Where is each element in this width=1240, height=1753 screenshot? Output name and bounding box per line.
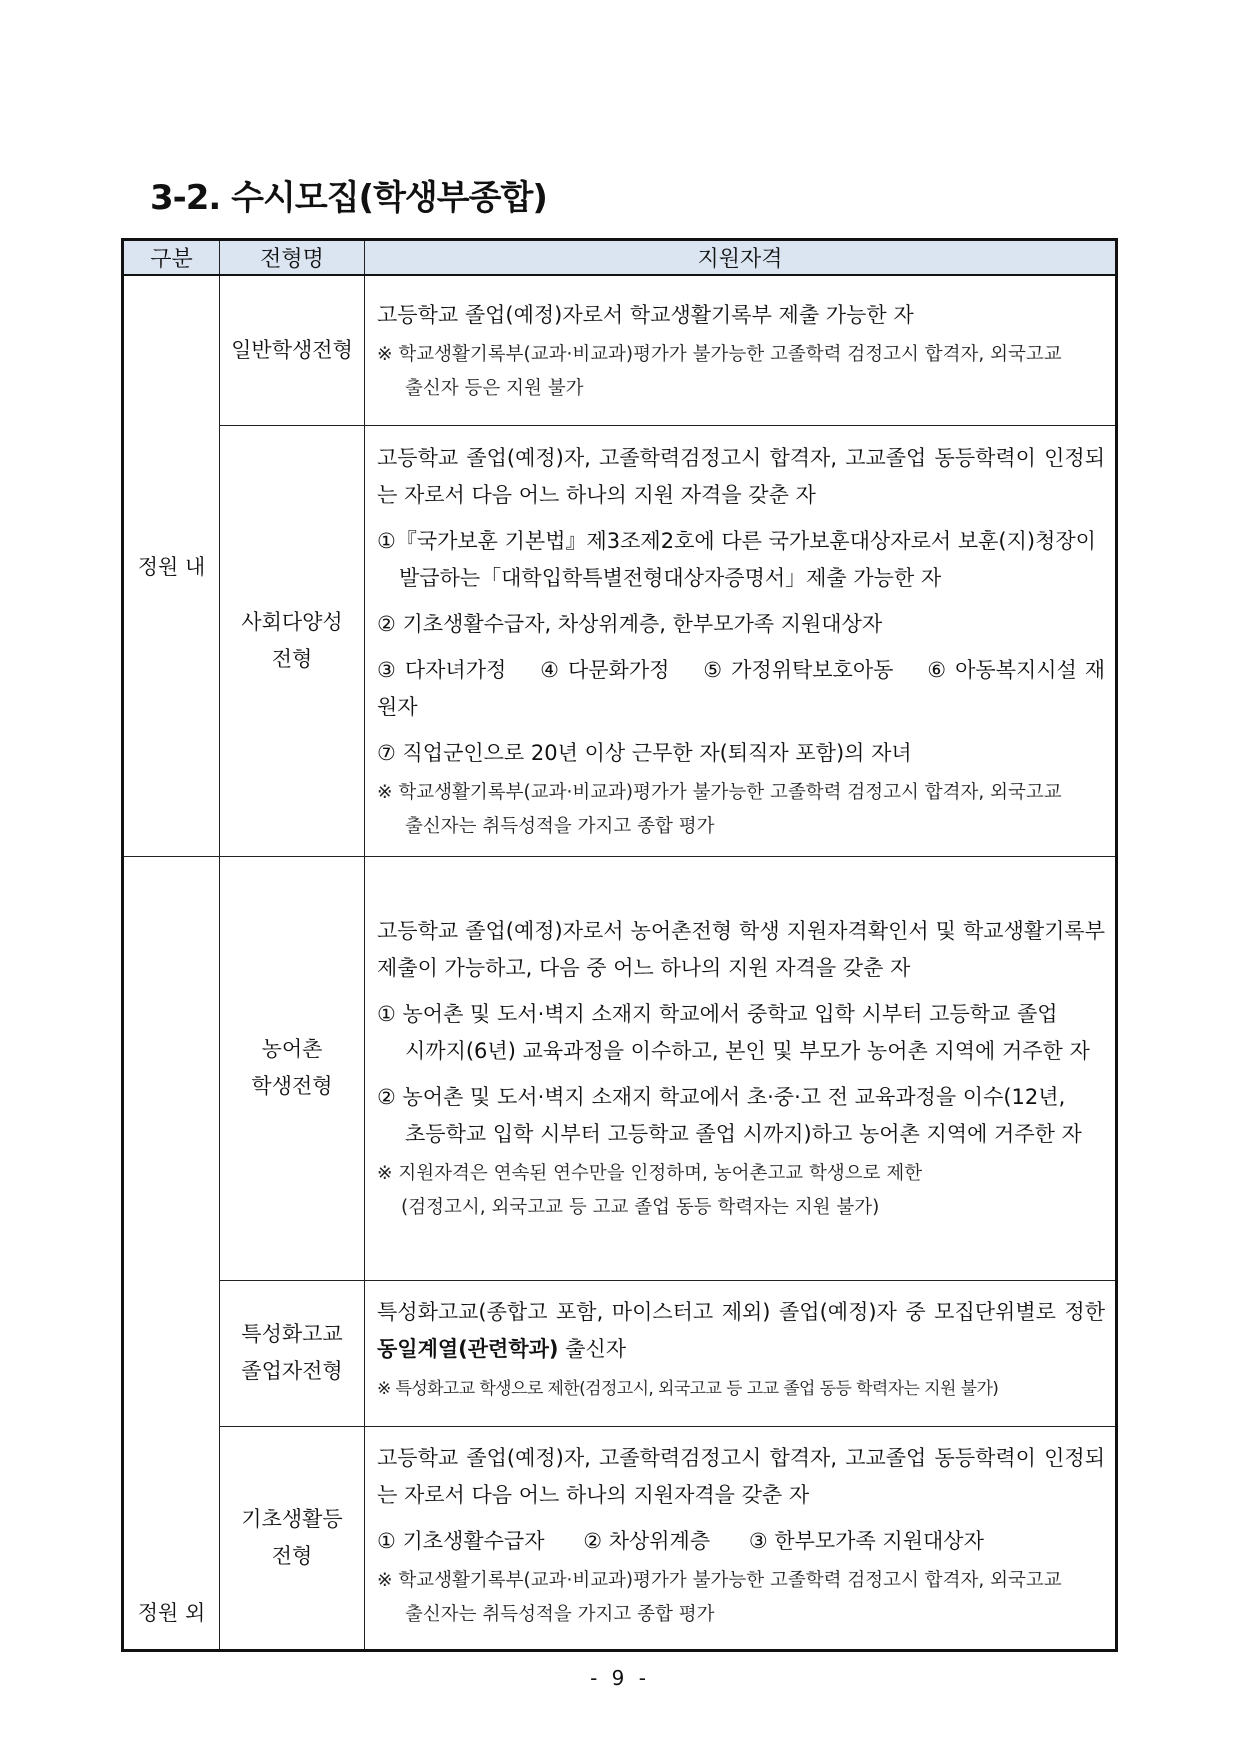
header-qualification: 지원자격	[365, 240, 1117, 276]
main-text-prefix: 특성화고교(종합고 포함, 마이스터고 제외) 졸업(예정)자 중 모집단위별로 정한	[377, 1300, 1105, 1324]
qualification-cell	[365, 1280, 1117, 1426]
note-text: ※ 학교생활기록부(교과·비교과)평가가 불가능한 고졸학력 검정고시 합격자, 외국고교	[377, 781, 1062, 803]
note-continuation: (검정고시, 외국고교 등 고교 졸업 동등 학력자는 지원 불가)	[401, 1197, 880, 1218]
table-row	[123, 856, 1117, 1280]
qualification-note	[377, 776, 1105, 844]
track-name-line: 농어촌	[261, 1037, 323, 1061]
item-text: ⑤ 가정위탁보호아동	[703, 657, 894, 682]
note-continuation: 출신자 등은 지원 불가	[405, 377, 584, 399]
qualification-item	[377, 996, 1105, 1070]
table-header-row	[123, 240, 1117, 276]
qualification-item	[377, 1079, 1105, 1153]
qualification-items-row	[377, 652, 1105, 726]
track-name-line: 특성화고교	[241, 1322, 343, 1346]
main-text-emphasis: 동일계열(관련학과)	[377, 1337, 559, 1361]
track-name	[220, 1280, 365, 1426]
qualification-cell	[365, 1426, 1117, 1650]
qualification-cell	[365, 275, 1117, 425]
qualification-main: 고등학교 졸업(예정)자, 고졸학력검정고시 합격자, 고교졸업 동등학력이 인정되는 자로서 다음 어느 하나의 지원자격을 갖춘 자	[377, 1445, 1105, 1507]
track-name-line: 일반학생전형	[231, 337, 353, 362]
qualification-item: ② 기초생활수급자, 차상위계층, 한부모가족 지원대상자	[377, 611, 883, 636]
table-row	[123, 1426, 1117, 1650]
table-row	[123, 275, 1117, 425]
qualification-note	[377, 1564, 1105, 1632]
table-row	[123, 1280, 1117, 1426]
category-outside-quota: 정원 외	[123, 856, 220, 1650]
item-text: ④ 다문화가정	[540, 657, 670, 682]
category-inside-quota: 정원 내	[123, 275, 220, 856]
main-text-suffix: 출신자	[558, 1337, 627, 1361]
qualification-main	[377, 1294, 1105, 1368]
table-row	[123, 425, 1117, 856]
item-text: ① 기초생활수급자	[377, 1528, 545, 1553]
page-number: - 9 -	[590, 1666, 650, 1690]
item-text: ③ 한부모가족 지원대상자	[748, 1528, 984, 1553]
header-track-name: 전형명	[220, 240, 365, 276]
item-text: ③ 다자녀가정	[377, 657, 507, 682]
qualification-items-row	[377, 1523, 1105, 1560]
item-text: ② 농어촌 및 도서·벽지 소재지 학교에서 초·중·고 전 교육과정을 이수(12년,	[377, 1085, 1066, 1109]
track-name	[220, 1426, 365, 1650]
qualification-cell	[365, 856, 1117, 1280]
item-continuation: 시까지(6년) 교육과정을 이수하고, 본인 및 부모가 농어촌 지역에 거주한 자	[405, 1039, 1090, 1063]
track-name-line: 기초생활등	[241, 1506, 343, 1531]
item-text: ② 차상위계층	[583, 1528, 711, 1553]
qualification-main: 고등학교 졸업(예정)자, 고졸학력검정고시 합격자, 고교졸업 동등학력이 인정되는 자로서 다음 어느 하나의 지원 자격을 갖춘 자	[377, 445, 1105, 507]
note-text: ※ 지원자격은 연속된 연수만을 인정하며, 농어촌고교 학생으로 제한	[377, 1163, 923, 1184]
qualification-note	[377, 1157, 1105, 1225]
item-text: ① 농어촌 및 도서·벽지 소재지 학교에서 중학교 입학 시부터 고등학교 졸업	[377, 1002, 1058, 1026]
qualification-item: ⑦ 직업군인으로 20년 이상 근무한 자(퇴직자 포함)의 자녀	[377, 740, 912, 765]
item-text: ⑥ 아동복지시설 재원자	[377, 657, 1105, 719]
track-name-line: 학생전형	[251, 1074, 333, 1098]
qualification-item	[377, 523, 1105, 597]
header-category: 구분	[123, 240, 220, 276]
admission-requirements-table	[121, 238, 1118, 1652]
qualification-main: 고등학교 졸업(예정)자로서 농어촌전형 학생 지원자격확인서 및 학교생활기록부 제출이 가능하고, 다음 중 어느 하나의 지원 자격을 갖춘 자	[377, 919, 1105, 980]
track-name-line: 사회다양성	[241, 609, 343, 634]
qualification-note	[377, 338, 1105, 406]
item-continuation: 초등학교 입학 시부터 고등학교 졸업 시까지)하고 농어촌 지역에 거주한 자	[405, 1122, 1082, 1146]
track-name	[220, 275, 365, 425]
qualification-main: 고등학교 졸업(예정)자로서 학교생활기록부 제출 가능한 자	[377, 302, 914, 327]
item-text: ①『국가보훈 기본법』제3조제2호에 다른 국가보훈대상자로서 보훈(지)청장이	[377, 528, 1096, 553]
note-continuation: 출신자는 취득성적을 가지고 종합 평가	[405, 815, 715, 837]
track-name-line: 전형	[271, 646, 313, 671]
track-name-line: 전형	[271, 1543, 313, 1568]
note-continuation: 출신자는 취득성적을 가지고 종합 평가	[405, 1603, 715, 1625]
track-name-line: 졸업자전형	[241, 1359, 343, 1383]
item-continuation: 발급하는「대학입학특별전형대상자증명서」제출 가능한 자	[399, 565, 942, 590]
track-name	[220, 425, 365, 856]
page-title: 3-2. 수시모집(학생부종합)	[150, 178, 547, 218]
qualification-note: ※ 특성화고교 학생으로 제한(검정고시, 외국고교 등 고교 졸업 동등 학력자는 지원 불가)	[377, 1379, 999, 1399]
qualification-cell	[365, 425, 1117, 856]
note-text: ※ 학교생활기록부(교과·비교과)평가가 불가능한 고졸학력 검정고시 합격자, 외국고교	[377, 1569, 1062, 1591]
track-name	[220, 856, 365, 1280]
note-text: ※ 학교생활기록부(교과·비교과)평가가 불가능한 고졸학력 검정고시 합격자, 외국고교	[377, 343, 1062, 365]
